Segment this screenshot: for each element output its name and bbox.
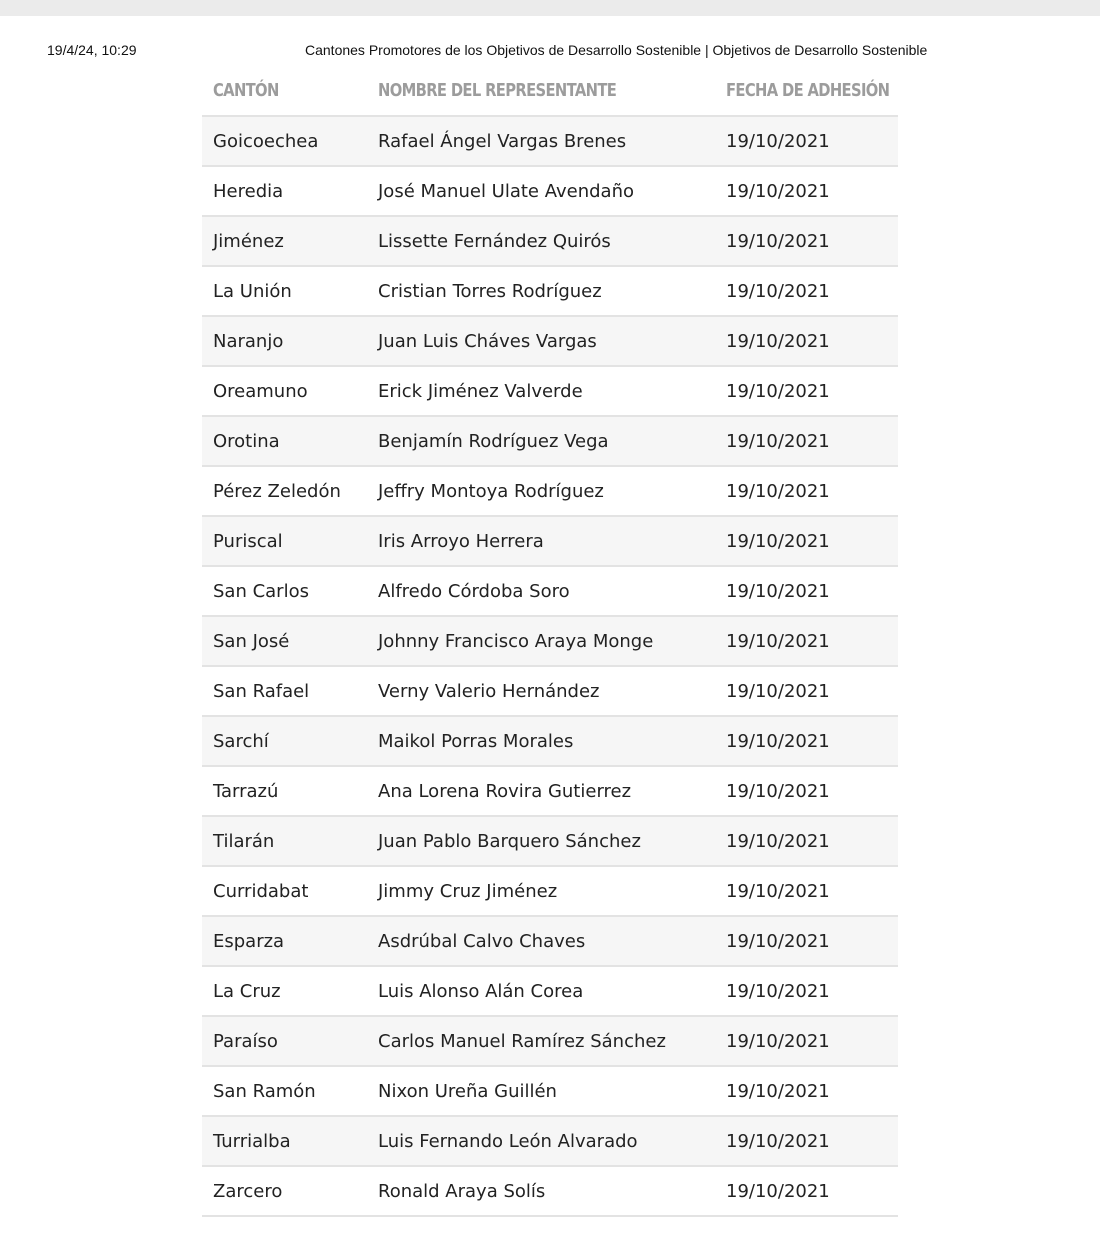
table-row bbox=[202, 1066, 898, 1116]
cell-fecha: 19/10/2021 bbox=[715, 1116, 898, 1166]
cell-fecha: 19/10/2021 bbox=[715, 366, 898, 416]
cell-canton: La Cruz bbox=[202, 966, 367, 1016]
cell-fecha: 19/10/2021 bbox=[715, 866, 898, 916]
cell-canton: San José bbox=[202, 616, 367, 666]
cell-fecha: 19/10/2021 bbox=[715, 516, 898, 566]
cantones-table bbox=[202, 66, 898, 1217]
table-row bbox=[202, 416, 898, 466]
print-datetime: 19/4/24, 10:29 bbox=[47, 42, 137, 58]
cell-fecha: 19/10/2021 bbox=[715, 1016, 898, 1066]
cell-fecha: 19/10/2021 bbox=[715, 716, 898, 766]
cell-fecha: 19/10/2021 bbox=[715, 266, 898, 316]
table-row bbox=[202, 216, 898, 266]
cell-canton: Naranjo bbox=[202, 316, 367, 366]
cell-canton: Goicoechea bbox=[202, 116, 367, 166]
table-row bbox=[202, 366, 898, 416]
cell-canton: Pérez Zeledón bbox=[202, 466, 367, 516]
table-row bbox=[202, 116, 898, 166]
table-row bbox=[202, 816, 898, 866]
table-body bbox=[202, 116, 898, 1216]
cell-fecha: 19/10/2021 bbox=[715, 416, 898, 466]
cell-representante: Asdrúbal Calvo Chaves bbox=[367, 916, 715, 966]
cell-representante: Maikol Porras Morales bbox=[367, 716, 715, 766]
cell-representante: Jimmy Cruz Jiménez bbox=[367, 866, 715, 916]
cell-representante: Luis Alonso Alán Corea bbox=[367, 966, 715, 1016]
cell-representante: Lissette Fernández Quirós bbox=[367, 216, 715, 266]
cell-fecha: 19/10/2021 bbox=[715, 566, 898, 616]
table-row bbox=[202, 616, 898, 666]
cell-representante: Iris Arroyo Herrera bbox=[367, 516, 715, 566]
cell-representante: Juan Luis Cháves Vargas bbox=[367, 316, 715, 366]
browser-top-bar bbox=[0, 0, 1100, 16]
table-header-row bbox=[202, 66, 898, 116]
table-row bbox=[202, 566, 898, 616]
cell-fecha: 19/10/2021 bbox=[715, 316, 898, 366]
cell-representante: Johnny Francisco Araya Monge bbox=[367, 616, 715, 666]
cell-canton: Tilarán bbox=[202, 816, 367, 866]
cell-canton: Puriscal bbox=[202, 516, 367, 566]
cell-representante: Alfredo Córdoba Soro bbox=[367, 566, 715, 616]
cell-representante: Cristian Torres Rodríguez bbox=[367, 266, 715, 316]
table-row bbox=[202, 766, 898, 816]
cell-representante: Verny Valerio Hernández bbox=[367, 666, 715, 716]
cell-fecha: 19/10/2021 bbox=[715, 666, 898, 716]
cell-fecha: 19/10/2021 bbox=[715, 616, 898, 666]
table-row bbox=[202, 1166, 898, 1216]
cell-canton: Curridabat bbox=[202, 866, 367, 916]
cell-canton: Turrialba bbox=[202, 1116, 367, 1166]
table-row bbox=[202, 316, 898, 366]
cell-representante: Erick Jiménez Valverde bbox=[367, 366, 715, 416]
table-header bbox=[202, 66, 898, 116]
column-header-canton: CANTÓN bbox=[202, 66, 367, 116]
cell-fecha: 19/10/2021 bbox=[715, 1066, 898, 1116]
cell-representante: José Manuel Ulate Avendaño bbox=[367, 166, 715, 216]
cell-fecha: 19/10/2021 bbox=[715, 816, 898, 866]
cell-fecha: 19/10/2021 bbox=[715, 116, 898, 166]
cell-fecha: 19/10/2021 bbox=[715, 166, 898, 216]
cell-fecha: 19/10/2021 bbox=[715, 916, 898, 966]
cell-canton: Oreamuno bbox=[202, 366, 367, 416]
column-header-fecha: FECHA DE ADHESIÓN bbox=[715, 66, 898, 116]
cell-canton: San Ramón bbox=[202, 1066, 367, 1116]
cell-canton: San Carlos bbox=[202, 566, 367, 616]
print-page-title: Cantones Promotores de los Objetivos de Desarrollo Sostenible | Objetivos de Desarrollo Sostenible bbox=[305, 42, 928, 58]
cell-fecha: 19/10/2021 bbox=[715, 966, 898, 1016]
cell-canton: Jiménez bbox=[202, 216, 367, 266]
cell-representante: Ana Lorena Rovira Gutierrez bbox=[367, 766, 715, 816]
cantones-table-container bbox=[202, 66, 898, 1217]
table-row bbox=[202, 916, 898, 966]
cell-representante: Juan Pablo Barquero Sánchez bbox=[367, 816, 715, 866]
table-row bbox=[202, 516, 898, 566]
column-header-representante: NOMBRE DEL REPRESENTANTE bbox=[367, 66, 715, 116]
cell-canton: Paraíso bbox=[202, 1016, 367, 1066]
table-row bbox=[202, 266, 898, 316]
table-row bbox=[202, 1116, 898, 1166]
cell-canton: Tarrazú bbox=[202, 766, 367, 816]
cell-fecha: 19/10/2021 bbox=[715, 466, 898, 516]
cell-representante: Carlos Manuel Ramírez Sánchez bbox=[367, 1016, 715, 1066]
cell-canton: Esparza bbox=[202, 916, 367, 966]
table-row bbox=[202, 716, 898, 766]
cell-representante: Luis Fernando León Alvarado bbox=[367, 1116, 715, 1166]
cell-representante: Nixon Ureña Guillén bbox=[367, 1066, 715, 1116]
cell-representante: Ronald Araya Solís bbox=[367, 1166, 715, 1216]
cell-canton: Orotina bbox=[202, 416, 367, 466]
cell-canton: San Rafael bbox=[202, 666, 367, 716]
cell-representante: Benjamín Rodríguez Vega bbox=[367, 416, 715, 466]
table-row bbox=[202, 666, 898, 716]
cell-canton: La Unión bbox=[202, 266, 367, 316]
table-row bbox=[202, 166, 898, 216]
table-row bbox=[202, 866, 898, 916]
cell-canton: Sarchí bbox=[202, 716, 367, 766]
cell-canton: Heredia bbox=[202, 166, 367, 216]
cell-representante: Rafael Ángel Vargas Brenes bbox=[367, 116, 715, 166]
cell-representante: Jeffry Montoya Rodríguez bbox=[367, 466, 715, 516]
cell-fecha: 19/10/2021 bbox=[715, 216, 898, 266]
table-row bbox=[202, 966, 898, 1016]
cell-fecha: 19/10/2021 bbox=[715, 766, 898, 816]
cell-canton: Zarcero bbox=[202, 1166, 367, 1216]
table-row bbox=[202, 466, 898, 516]
cell-fecha: 19/10/2021 bbox=[715, 1166, 898, 1216]
table-row bbox=[202, 1016, 898, 1066]
print-header bbox=[0, 42, 1100, 62]
